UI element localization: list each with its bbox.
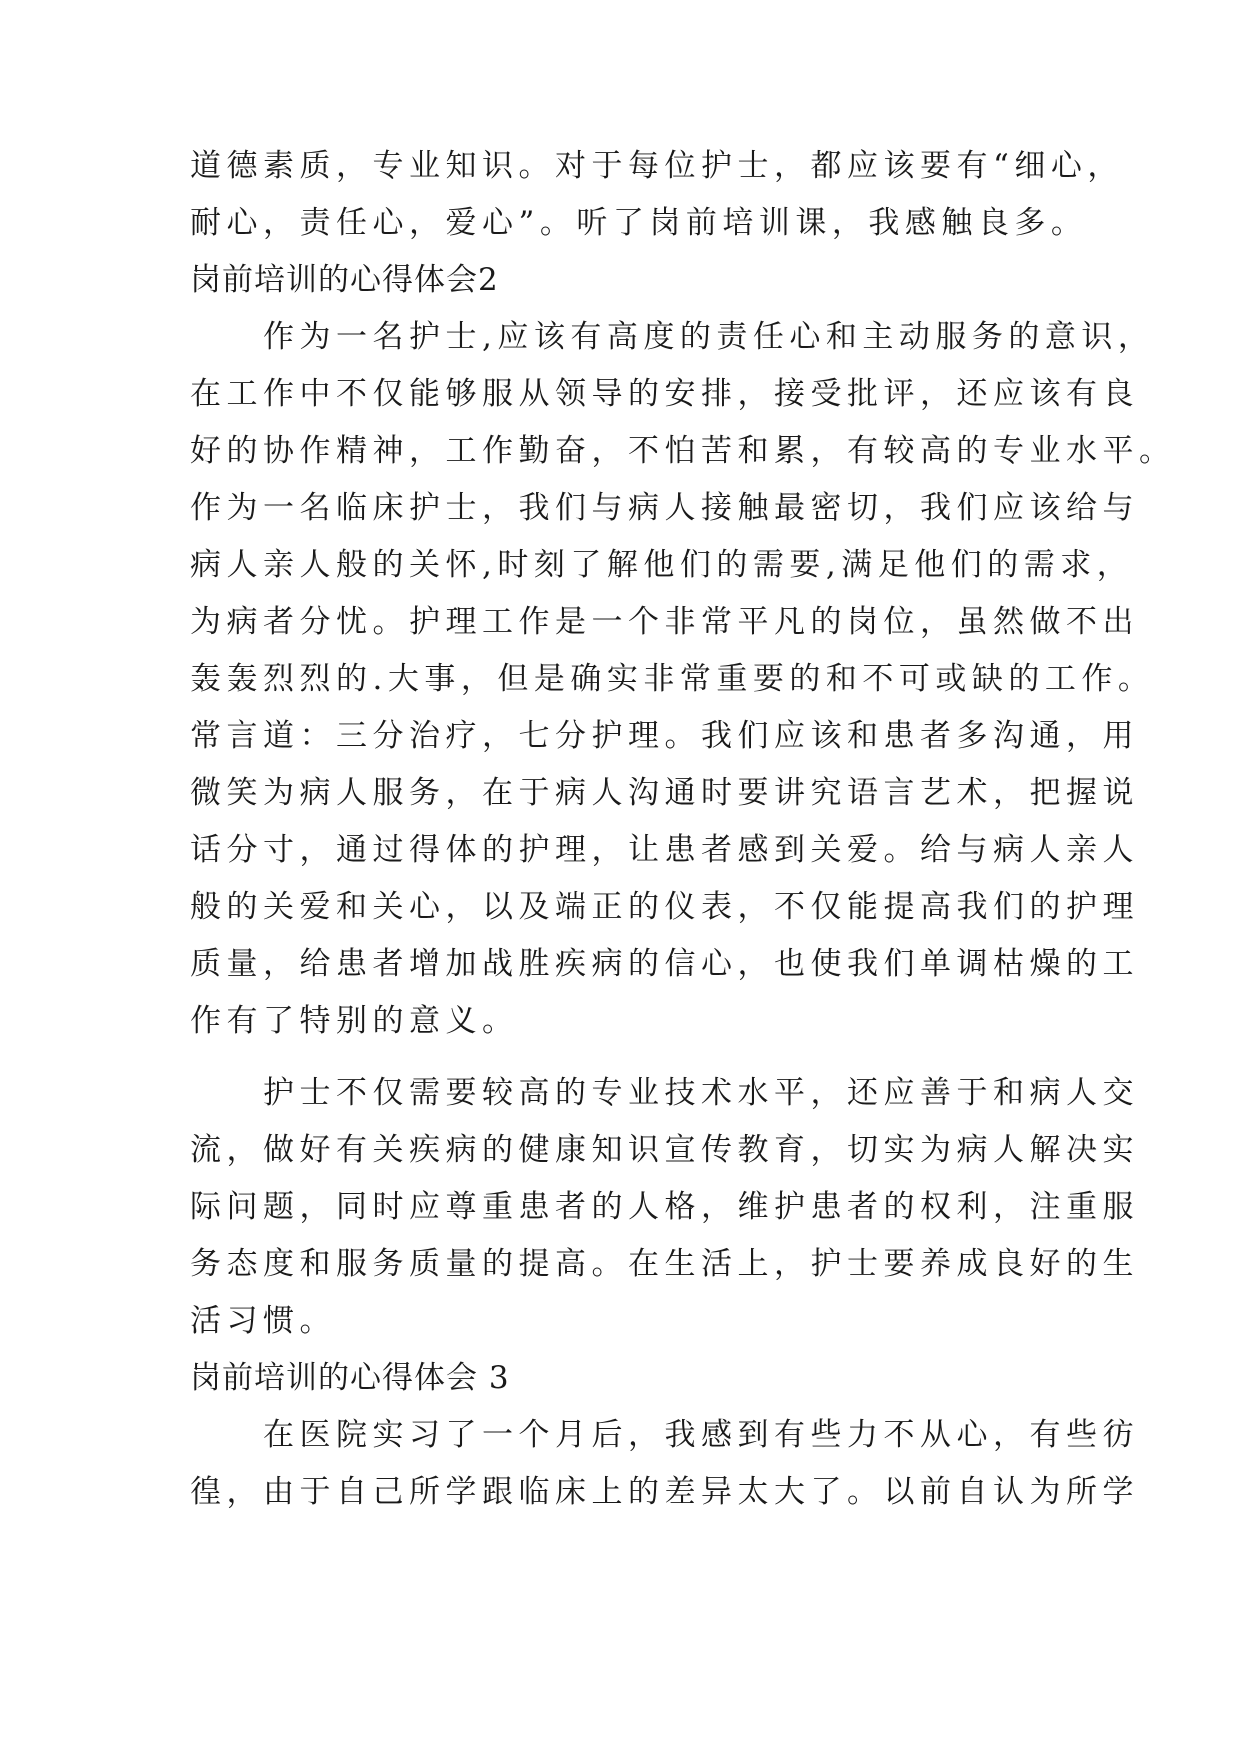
paragraph-line: 活习惯。 bbox=[190, 1303, 336, 1339]
paragraph-line: 病人亲人般的关怀,时刻了解他们的需要,满足他们的需求， bbox=[190, 547, 1134, 583]
paragraph-line: 般的关爱和关心，以及端正的仪表，不仅能提高我们的护理 bbox=[190, 889, 1139, 925]
paragraph-line: 轰轰烈烈的.大事，但是确实非常重要的和不可或缺的工作。 bbox=[190, 661, 1155, 697]
paragraph-line: 质量，给患者增加战胜疾病的信心，也使我们单调枯燥的工 bbox=[190, 946, 1139, 982]
paragraph-line: 作为一名临床护士，我们与病人接触最密切，我们应该给与 bbox=[190, 490, 1139, 526]
paragraph-line: 好的协作精神，工作勤奋，不怕苦和累，有较高的专业水平。 bbox=[190, 433, 1176, 469]
paragraph-line: 话分寸，通过得体的护理，让患者感到关爱。给与病人亲人 bbox=[190, 832, 1139, 868]
paragraph-line: 作有了特别的意义。 bbox=[190, 1003, 519, 1039]
paragraph-line: 务态度和服务质量的提高。在生活上，护士要养成良好的生 bbox=[190, 1246, 1139, 1282]
paragraph-line: 微笑为病人服务，在于病人沟通时要讲究语言艺术，把握说 bbox=[190, 775, 1139, 811]
paragraph-line: 际问题，同时应尊重患者的人格，维护患者的权利，注重服 bbox=[190, 1189, 1139, 1225]
paragraph-line: 道德素质，专业知识。对于每位护士，都应该要有“细心， bbox=[190, 148, 1124, 184]
paragraph-line: 护士不仅需要较高的专业技术水平，还应善于和病人交 bbox=[190, 1075, 1139, 1111]
paragraph-line: 为病者分忧。护理工作是一个非常平凡的岗位，虽然做不出 bbox=[190, 604, 1139, 640]
paragraph-line: 流，做好有关疾病的健康知识宣传教育，切实为病人解决实 bbox=[190, 1132, 1139, 1168]
paragraph-line: 常言道：三分治疗，七分护理。我们应该和患者多沟通，用 bbox=[190, 718, 1139, 754]
section-heading: 岗前培训的心得体会2 bbox=[190, 262, 499, 298]
paragraph-line: 在工作中不仅能够服从领导的安排，接受批评，还应该有良 bbox=[190, 376, 1139, 412]
section-heading: 岗前培训的心得体会 3 bbox=[190, 1360, 510, 1396]
paragraph-line: 在医院实习了一个月后，我感到有些力不从心，有些彷 bbox=[190, 1417, 1139, 1453]
paragraph-line: 徨，由于自己所学跟临床上的差异太大了。以前自认为所学 bbox=[190, 1474, 1139, 1510]
paragraph-line: 耐心，责任心，爱心”。听了岗前培训课，我感触良多。 bbox=[190, 205, 1088, 241]
paragraph-line: 作为一名护士,应该有高度的责任心和主动服务的意识， bbox=[190, 319, 1155, 355]
